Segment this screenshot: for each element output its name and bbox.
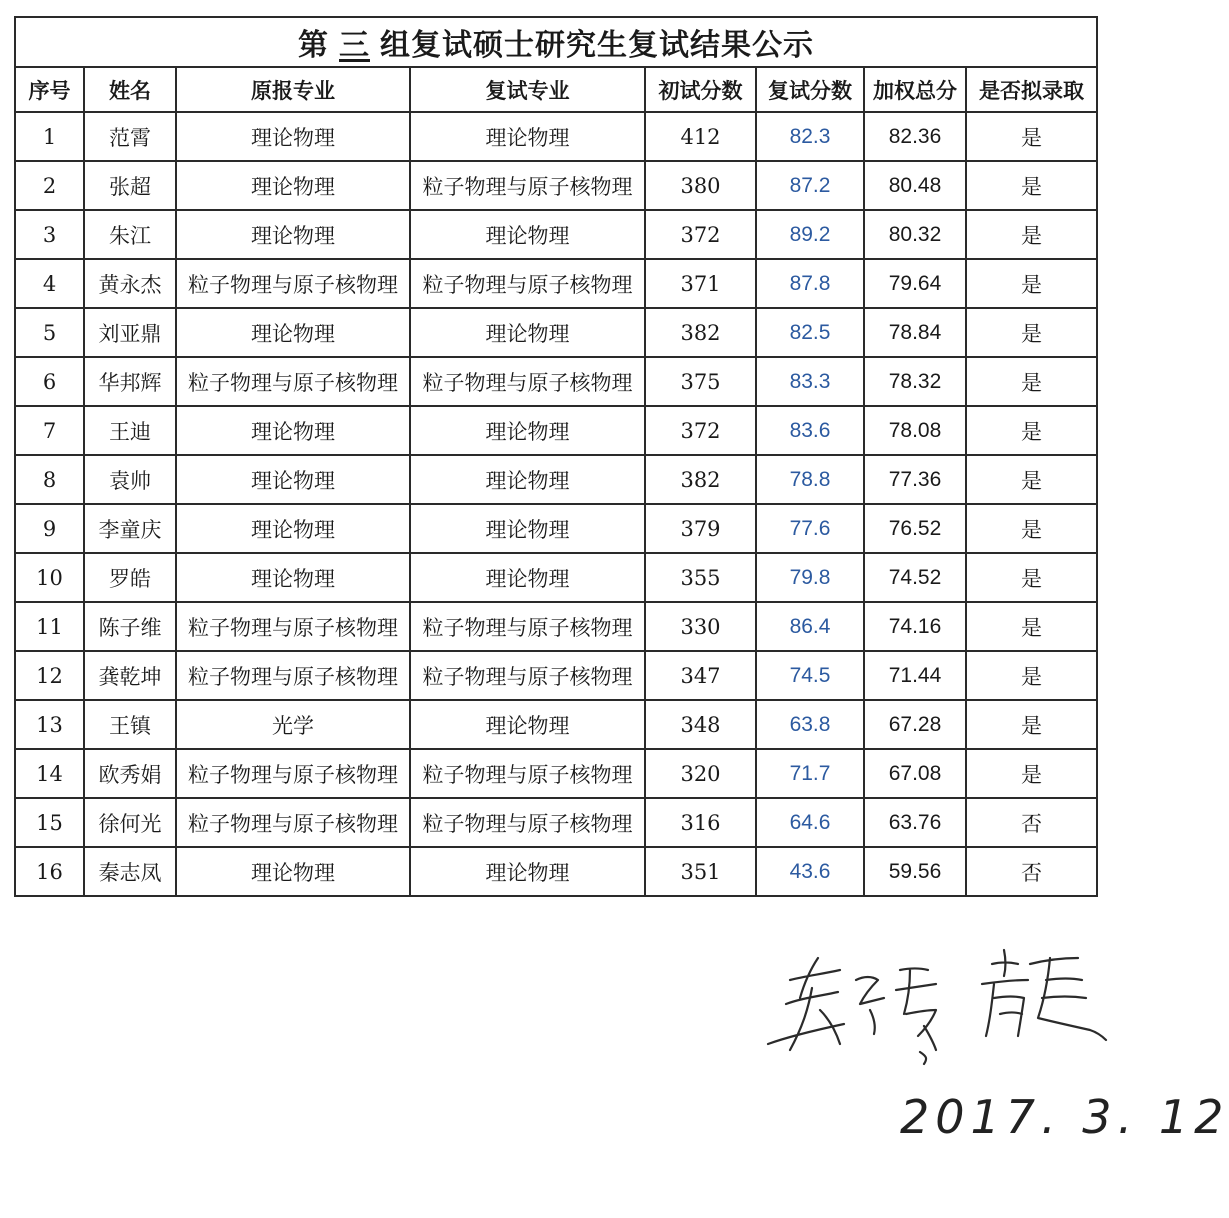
cell-name: 罗皓 xyxy=(84,553,176,602)
cell-seq: 15 xyxy=(15,798,84,847)
cell-admit: 是 xyxy=(966,406,1097,455)
cell-admit: 是 xyxy=(966,357,1097,406)
cell-retest-score: 82.5 xyxy=(756,308,864,357)
cell-retest-score: 79.8 xyxy=(756,553,864,602)
cell-weighted-total: 78.08 xyxy=(864,406,966,455)
cell-initial-score: 412 xyxy=(645,112,756,161)
cell-admit: 是 xyxy=(966,602,1097,651)
cell-initial-score: 379 xyxy=(645,504,756,553)
cell-retest-score: 74.5 xyxy=(756,651,864,700)
cell-weighted-total: 74.52 xyxy=(864,553,966,602)
cell-admit: 否 xyxy=(966,798,1097,847)
cell-name: 华邦辉 xyxy=(84,357,176,406)
cell-retest-major: 理论物理 xyxy=(410,406,645,455)
cell-seq: 9 xyxy=(15,504,84,553)
cell-admit: 否 xyxy=(966,847,1097,896)
cell-name: 范霄 xyxy=(84,112,176,161)
cell-original-major: 理论物理 xyxy=(176,553,410,602)
cell-weighted-total: 67.08 xyxy=(864,749,966,798)
cell-retest-major: 粒子物理与原子核物理 xyxy=(410,651,645,700)
table-row xyxy=(15,602,1097,651)
cell-retest-major: 粒子物理与原子核物理 xyxy=(410,259,645,308)
cell-weighted-total: 80.32 xyxy=(864,210,966,259)
cell-seq: 11 xyxy=(15,602,84,651)
cell-seq: 4 xyxy=(15,259,84,308)
cell-weighted-total: 77.36 xyxy=(864,455,966,504)
cell-seq: 6 xyxy=(15,357,84,406)
table-row xyxy=(15,406,1097,455)
cell-retest-major: 理论物理 xyxy=(410,504,645,553)
cell-retest-major: 理论物理 xyxy=(410,308,645,357)
table-row xyxy=(15,700,1097,749)
table-row xyxy=(15,308,1097,357)
cell-original-major: 理论物理 xyxy=(176,455,410,504)
cell-initial-score: 348 xyxy=(645,700,756,749)
cell-name: 秦志凤 xyxy=(84,847,176,896)
cell-initial-score: 375 xyxy=(645,357,756,406)
cell-retest-score: 86.4 xyxy=(756,602,864,651)
cell-initial-score: 355 xyxy=(645,553,756,602)
header-seq: 序号 xyxy=(15,67,84,112)
cell-initial-score: 351 xyxy=(645,847,756,896)
cell-name: 王迪 xyxy=(84,406,176,455)
header-initial-score: 初试分数 xyxy=(645,67,756,112)
cell-weighted-total: 82.36 xyxy=(864,112,966,161)
cell-admit: 是 xyxy=(966,700,1097,749)
signature-date: 2017. 3. 12 xyxy=(900,1090,1229,1144)
header-retest-major: 复试专业 xyxy=(410,67,645,112)
cell-weighted-total: 74.16 xyxy=(864,602,966,651)
cell-weighted-total: 79.64 xyxy=(864,259,966,308)
table-row xyxy=(15,357,1097,406)
cell-name: 龚乾坤 xyxy=(84,651,176,700)
cell-retest-score: 89.2 xyxy=(756,210,864,259)
cell-original-major: 粒子物理与原子核物理 xyxy=(176,259,410,308)
cell-original-major: 粒子物理与原子核物理 xyxy=(176,749,410,798)
cell-name: 张超 xyxy=(84,161,176,210)
table-row xyxy=(15,749,1097,798)
cell-seq: 1 xyxy=(15,112,84,161)
cell-initial-score: 316 xyxy=(645,798,756,847)
cell-initial-score: 347 xyxy=(645,651,756,700)
cell-weighted-total: 78.32 xyxy=(864,357,966,406)
cell-name: 李童庆 xyxy=(84,504,176,553)
cell-seq: 13 xyxy=(15,700,84,749)
cell-admit: 是 xyxy=(966,651,1097,700)
cell-weighted-total: 76.52 xyxy=(864,504,966,553)
cell-original-major: 光学 xyxy=(176,700,410,749)
table-row xyxy=(15,798,1097,847)
cell-retest-major: 粒子物理与原子核物理 xyxy=(410,798,645,847)
cell-admit: 是 xyxy=(966,553,1097,602)
cell-initial-score: 382 xyxy=(645,308,756,357)
cell-name: 王镇 xyxy=(84,700,176,749)
cell-retest-score: 83.6 xyxy=(756,406,864,455)
cell-name: 陈子维 xyxy=(84,602,176,651)
cell-original-major: 理论物理 xyxy=(176,210,410,259)
cell-original-major: 粒子物理与原子核物理 xyxy=(176,357,410,406)
cell-name: 刘亚鼎 xyxy=(84,308,176,357)
cell-retest-major: 理论物理 xyxy=(410,700,645,749)
cell-seq: 12 xyxy=(15,651,84,700)
cell-name: 黄永杰 xyxy=(84,259,176,308)
cell-original-major: 粒子物理与原子核物理 xyxy=(176,602,410,651)
cell-retest-major: 理论物理 xyxy=(410,112,645,161)
header-original-major: 原报专业 xyxy=(176,67,410,112)
cell-original-major: 理论物理 xyxy=(176,308,410,357)
cell-original-major: 粒子物理与原子核物理 xyxy=(176,651,410,700)
cell-weighted-total: 78.84 xyxy=(864,308,966,357)
cell-initial-score: 372 xyxy=(645,406,756,455)
header-weighted-total: 加权总分 xyxy=(864,67,966,112)
table-row xyxy=(15,161,1097,210)
cell-admit: 是 xyxy=(966,210,1097,259)
cell-initial-score: 372 xyxy=(645,210,756,259)
header-row xyxy=(15,67,1097,112)
table-row xyxy=(15,553,1097,602)
cell-original-major: 理论物理 xyxy=(176,504,410,553)
cell-retest-score: 64.6 xyxy=(756,798,864,847)
cell-retest-score: 63.8 xyxy=(756,700,864,749)
cell-initial-score: 380 xyxy=(645,161,756,210)
table-row xyxy=(15,504,1097,553)
cell-retest-major: 粒子物理与原子核物理 xyxy=(410,749,645,798)
table-row xyxy=(15,847,1097,896)
header-admit: 是否拟录取 xyxy=(966,67,1097,112)
cell-retest-major: 粒子物理与原子核物理 xyxy=(410,161,645,210)
cell-retest-score: 78.8 xyxy=(756,455,864,504)
cell-seq: 10 xyxy=(15,553,84,602)
cell-seq: 14 xyxy=(15,749,84,798)
table-title xyxy=(15,17,1097,67)
cell-initial-score: 330 xyxy=(645,602,756,651)
cell-initial-score: 371 xyxy=(645,259,756,308)
cell-weighted-total: 71.44 xyxy=(864,651,966,700)
results-sheet xyxy=(14,16,1096,897)
cell-admit: 是 xyxy=(966,112,1097,161)
table-row xyxy=(15,210,1097,259)
cell-seq: 8 xyxy=(15,455,84,504)
cell-weighted-total: 63.76 xyxy=(864,798,966,847)
table-row xyxy=(15,651,1097,700)
cell-admit: 是 xyxy=(966,161,1097,210)
cell-retest-major: 粒子物理与原子核物理 xyxy=(410,602,645,651)
cell-retest-major: 理论物理 xyxy=(410,553,645,602)
cell-name: 徐何光 xyxy=(84,798,176,847)
cell-seq: 7 xyxy=(15,406,84,455)
cell-admit: 是 xyxy=(966,259,1097,308)
cell-retest-score: 83.3 xyxy=(756,357,864,406)
cell-original-major: 理论物理 xyxy=(176,161,410,210)
cell-admit: 是 xyxy=(966,749,1097,798)
cell-retest-major: 理论物理 xyxy=(410,455,645,504)
cell-retest-score: 77.6 xyxy=(756,504,864,553)
cell-weighted-total: 59.56 xyxy=(864,847,966,896)
cell-original-major: 理论物理 xyxy=(176,406,410,455)
cell-retest-major: 理论物理 xyxy=(410,210,645,259)
cell-name: 欧秀娟 xyxy=(84,749,176,798)
table-row xyxy=(15,112,1097,161)
cell-original-major: 理论物理 xyxy=(176,847,410,896)
table-row xyxy=(15,455,1097,504)
handwritten-signature xyxy=(760,940,1120,1080)
cell-retest-major: 粒子物理与原子核物理 xyxy=(410,357,645,406)
cell-initial-score: 382 xyxy=(645,455,756,504)
header-name: 姓名 xyxy=(84,67,176,112)
title-prefix: 第 xyxy=(298,28,329,63)
header-retest-score: 复试分数 xyxy=(756,67,864,112)
table-body xyxy=(15,112,1097,896)
cell-admit: 是 xyxy=(966,308,1097,357)
cell-retest-score: 87.8 xyxy=(756,259,864,308)
group-number: 三 xyxy=(339,28,370,63)
cell-seq: 5 xyxy=(15,308,84,357)
cell-retest-score: 71.7 xyxy=(756,749,864,798)
cell-retest-score: 43.6 xyxy=(756,847,864,896)
cell-retest-score: 87.2 xyxy=(756,161,864,210)
cell-original-major: 粒子物理与原子核物理 xyxy=(176,798,410,847)
cell-original-major: 理论物理 xyxy=(176,112,410,161)
cell-name: 朱江 xyxy=(84,210,176,259)
cell-weighted-total: 80.48 xyxy=(864,161,966,210)
cell-retest-major: 理论物理 xyxy=(410,847,645,896)
results-table xyxy=(14,16,1098,897)
cell-initial-score: 320 xyxy=(645,749,756,798)
title-suffix: 组复试硕士研究生复试结果公示 xyxy=(380,28,814,63)
cell-admit: 是 xyxy=(966,455,1097,504)
cell-weighted-total: 67.28 xyxy=(864,700,966,749)
cell-name: 袁帅 xyxy=(84,455,176,504)
cell-seq: 16 xyxy=(15,847,84,896)
cell-admit: 是 xyxy=(966,504,1097,553)
table-row xyxy=(15,259,1097,308)
cell-seq: 2 xyxy=(15,161,84,210)
cell-retest-score: 82.3 xyxy=(756,112,864,161)
cell-seq: 3 xyxy=(15,210,84,259)
